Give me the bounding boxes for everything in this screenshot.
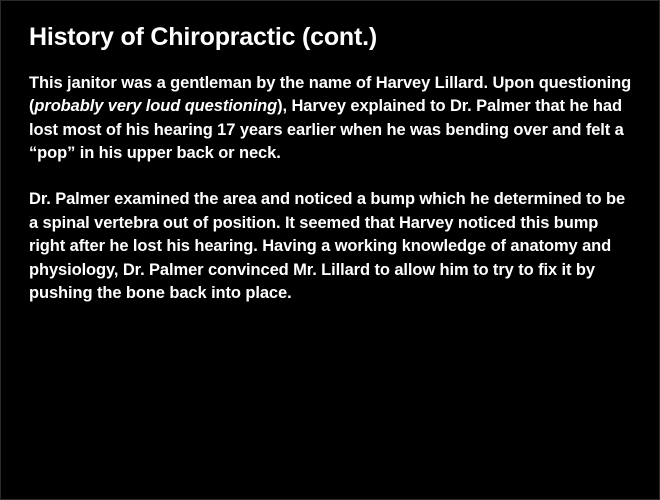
slide-paragraph-1 [29,72,637,166]
slide-content [29,23,637,306]
paragraph-segment: probably very loud questioning [34,97,278,116]
paragraph-segment: This janitor was a gentleman by the name of Harvey Lillard. Upon questioning ( [29,73,632,116]
slide-title: History of Chiropractic (cont.) [29,23,377,51]
paragraph-segment: ), Harvey explained to Dr. Palmer that he had lost most of his hearing 17 years earlier when he was bending over and felt a “pop” in his upper back or neck. [29,97,624,163]
paragraph-segment: Dr. Palmer examined the area and noticed a bump which he determined to be a spinal vertebra out of position. It seemed that Harvey noticed this bump right after he lost his hearing. Having a working knowledge of anatomy and physiology, Dr. Palmer convinced Mr. Lillard to allow him to try to fix it by pushing the bone back into place. [29,190,626,303]
slide-paragraph-2 [29,188,637,305]
